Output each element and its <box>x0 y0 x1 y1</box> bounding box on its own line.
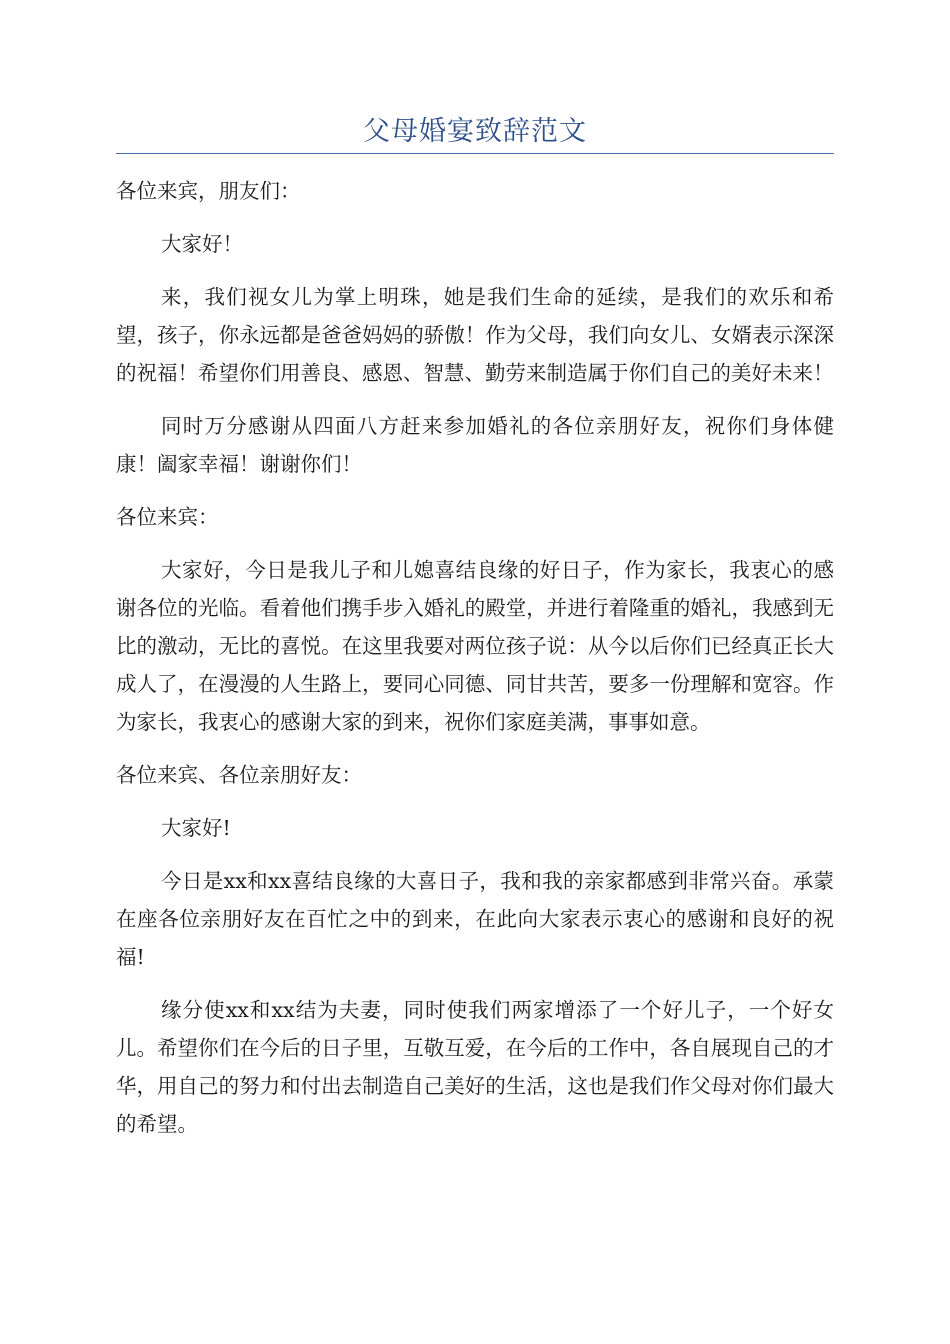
document-title: 父母婚宴致辞范文 <box>363 116 587 147</box>
paragraph: 大家好！ <box>161 232 243 256</box>
document-body <box>116 172 834 1158</box>
salutation-3: 各位来宾、各位亲朋好友： <box>116 763 362 787</box>
title-underline <box>116 153 834 154</box>
salutation-2: 各位来宾： <box>116 505 219 529</box>
paragraph: 大家好，今日是我儿子和儿媳喜结良缘的好日子，作为家长，我衷心的感谢各位的光临。看着他们携手步入婚礼的殿堂，并进行着隆重的婚礼，我感到无比的激动，无比的喜悦。在这里我要对两位孩子说：从今以后你们已经真正长大成人了，在漫漫的人生路上，要同心同德、同甘共苦，要多一份理解和宽容。作为家长，我衷心的感谢大家的到来，祝你们家庭美满，事事如意。 <box>116 558 834 734</box>
paragraph: 大家好! <box>161 816 231 840</box>
paragraph: 缘分使xx和xx结为夫妻，同时使我们两家增添了一个好儿子，一个好女儿。希望你们在今后的日子里，互敬互爱，在今后的工作中，各自展现自己的才华，用自己的努力和付出去制造自己美好的生活，这也是我们作父母对你们最大的希望。 <box>116 998 834 1136</box>
paragraph: 同时万分感谢从四面八方赶来参加婚礼的各位亲朋好友，祝你们身体健康！阖家幸福！谢谢你们！ <box>116 414 834 476</box>
paragraph: 来，我们视女儿为掌上明珠，她是我们生命的延续，是我们的欢乐和希望，孩子，你永远都是爸爸妈妈的骄傲！作为父母，我们向女儿、女婿表示深深的祝福！希望你们用善良、感恩、智慧、勤劳来制造属于你们自己的美好未来！ <box>116 285 834 385</box>
paragraph: 今日是xx和xx喜结良缘的大喜日子，我和我的亲家都感到非常兴奋。承蒙在座各位亲朋好友在百忙之中的到来，在此向大家表示衷心的感谢和良好的祝福! <box>116 869 834 969</box>
salutation-1: 各位来宾，朋友们： <box>116 179 301 203</box>
